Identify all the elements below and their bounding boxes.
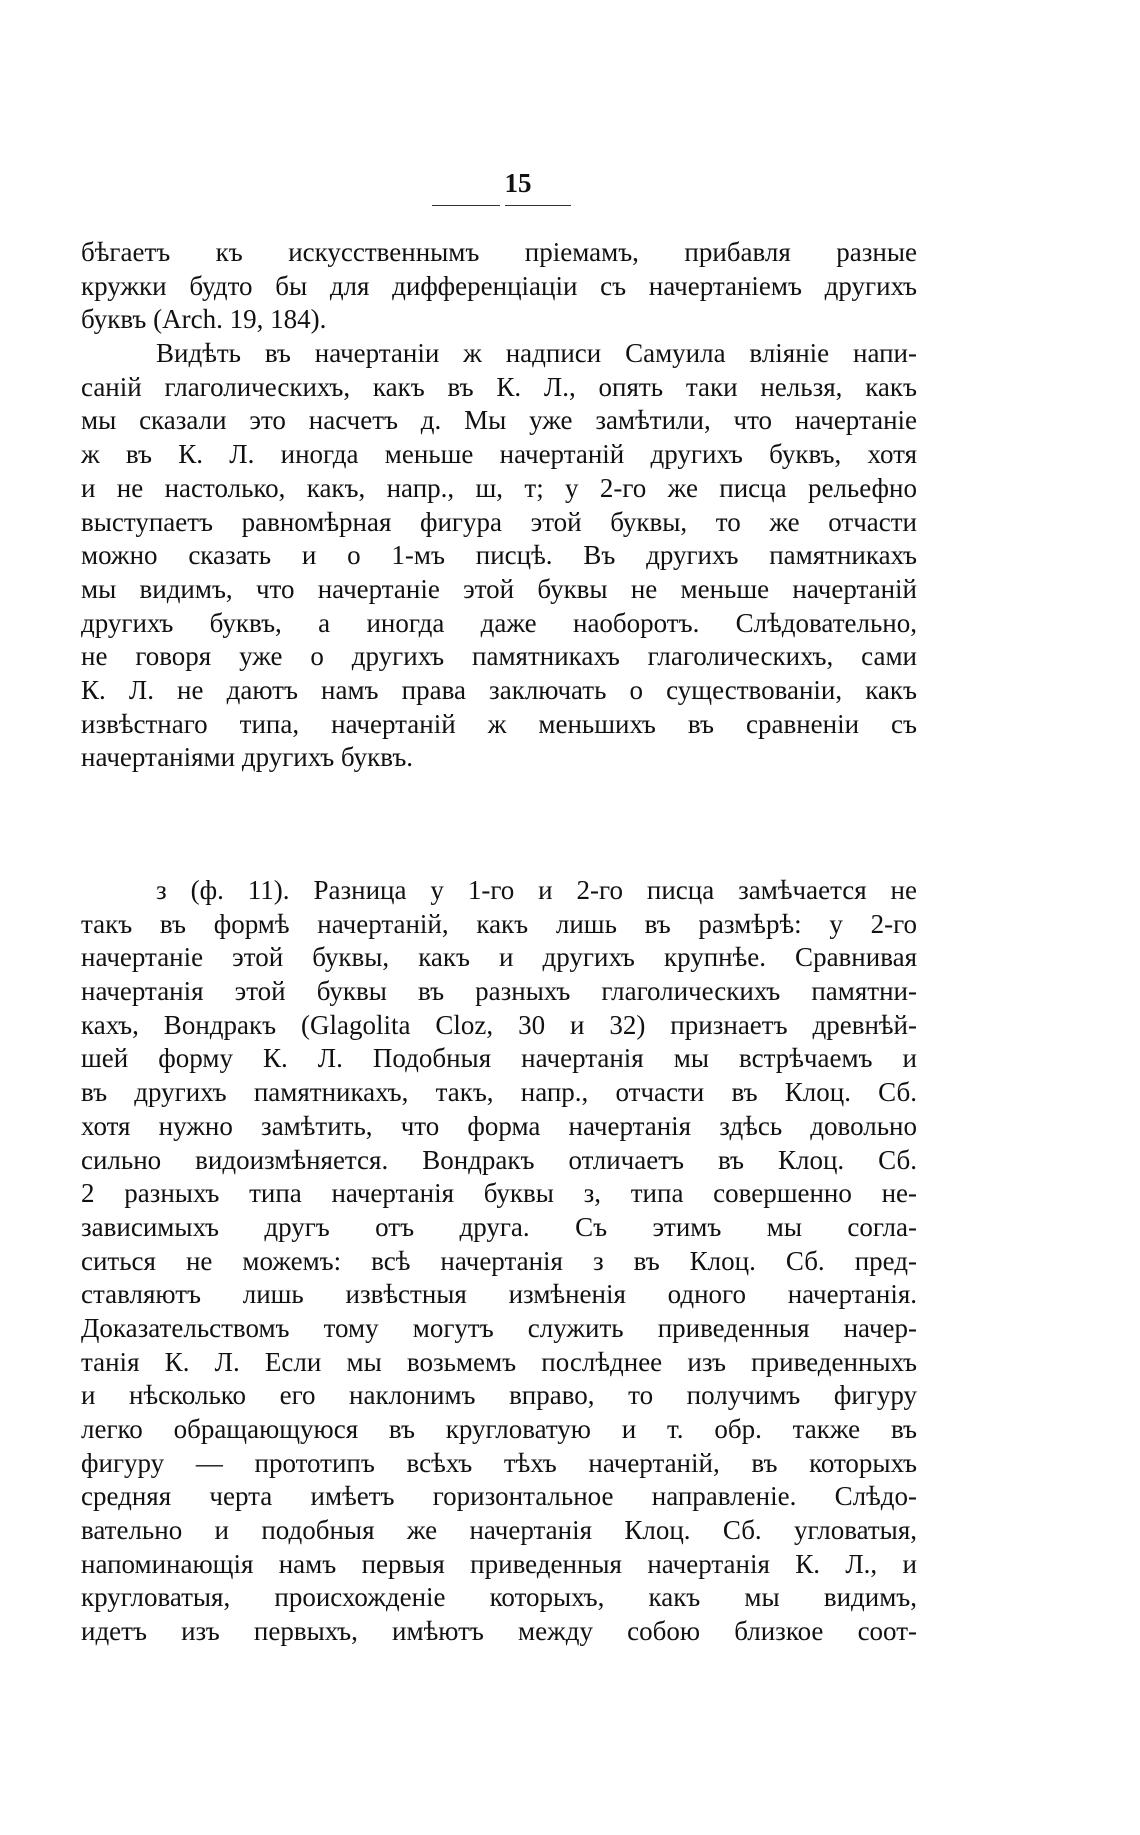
text-line: зависимыхъ другъ отъ друга. Съ этимъ мы согла- <box>81 1211 917 1242</box>
text-line: начертаніями другихъ буквъ. <box>81 742 414 773</box>
text-line: идетъ изъ первыхъ, имѣютъ между собою близкое соот- <box>81 1616 917 1647</box>
text-line: ситься не можемъ: всѣ начертанія з въ Клоц. Сб. пред- <box>81 1245 917 1276</box>
text-line: вательно и подобныя же начертанія Клоц. Сб. угловатыя, <box>81 1515 917 1546</box>
header-rule-left <box>432 205 500 206</box>
paragraph <box>81 337 917 775</box>
text-line: ж въ К. Л. иногда меньше начертаній другихъ буквъ, хотя <box>81 439 917 470</box>
text-line: сильно видоизмѣняется. Вондракъ отличаетъ въ Клоц. Сб. <box>81 1144 917 1175</box>
text-line: извѣстнаго типа, начертаній ж меньшихъ въ сравненіи съ <box>81 708 917 739</box>
text-line: начертанія этой буквы въ разныхъ глаголическихъ памятни- <box>81 976 917 1007</box>
text-line: средняя черта имѣетъ горизонтальное направленіе. Слѣдо- <box>81 1481 917 1512</box>
text-line: и нѣсколько его наклонимъ вправо, то получимъ фигуру <box>81 1380 917 1411</box>
text-line: 2 разныхъ типа начертанія буквы з, типа совершенно не- <box>81 1178 917 1209</box>
text-line: саній глаголическихъ, какъ въ К. Л., опять таки нельзя, какъ <box>81 371 917 402</box>
text-line: буквъ (Arch. 19, 184). <box>81 304 327 335</box>
paragraph <box>81 874 917 1649</box>
text-line: бѣгаетъ къ искусственнымъ пріемамъ, прибавля разные <box>81 237 917 267</box>
body-text <box>81 236 917 1649</box>
text-line: такъ въ формѣ начертаній, какъ лишь въ размѣрѣ: у 2-го <box>81 908 917 939</box>
text-line: ставляютъ лишь извѣстныя измѣненія одного начертанія. <box>81 1279 917 1310</box>
text-line: К. Л. не даютъ намъ права заключать о существованіи, какъ <box>81 674 917 705</box>
text-line: выступаетъ равномѣрная фигура этой буквы, то же отчасти <box>81 506 917 537</box>
text-line: въ другихъ памятникахъ, такъ, напр., отчасти въ Клоц. Сб. <box>81 1077 917 1108</box>
text-line: Доказательствомъ тому могутъ служить приведенныя начер- <box>81 1312 917 1343</box>
text-line: легко обращающуюся въ кругловатую и т. обр. также въ <box>81 1414 917 1444</box>
text-line: кахъ, Вондракъ (Glagolita Cloz, 30 и 32) признаетъ древнѣй- <box>81 1009 917 1040</box>
text-line: начертаніе этой буквы, какъ и другихъ крупнѣе. Сравнивая <box>81 942 917 973</box>
section-gap <box>81 775 917 874</box>
text-line: кружки будто бы для дифференціаціи съ начертаніемъ другихъ <box>81 270 917 301</box>
text-line: з (ф. 11). Разница у 1-го и 2-го писца замѣчается не <box>156 875 917 905</box>
page-number: 15 <box>504 168 532 198</box>
text-line: не говоря уже о другихъ памятникахъ глаголическихъ, сами <box>81 641 917 672</box>
text-line: другихъ буквъ, а иногда даже наоборотъ. Слѣдовательно, <box>81 607 917 638</box>
text-line: мы видимъ, что начертаніе этой буквы не меньше начертаній <box>81 573 917 604</box>
text-line: фигуру — прототипъ всѣхъ тѣхъ начертаній, въ которыхъ <box>81 1447 917 1478</box>
text-line: танія К. Л. Если мы возьмемъ послѣднее изъ приведенныхъ <box>81 1346 917 1377</box>
text-line: Видѣть въ начертаніи ж надписи Самуила вліяніе напи- <box>156 338 917 369</box>
text-line: хотя нужно замѣтить, что форма начертанія здѣсь довольно <box>81 1110 917 1141</box>
text-line: мы сказали это насчетъ д. Мы уже замѣтили, что начертаніе <box>81 405 917 436</box>
text-line: и не настолько, какъ, напр., ш, т; у 2-го же писца рельефно <box>81 472 917 503</box>
text-line: можно сказать и о 1-мъ писцѣ. Въ другихъ памятникахъ <box>81 540 917 571</box>
text-line: шей форму К. Л. Подобныя начертанія мы встрѣчаемъ и <box>81 1043 917 1074</box>
text-line: кругловатыя, происхожденіе которыхъ, какъ мы видимъ, <box>81 1582 917 1613</box>
text-line: напоминающія намъ первыя приведенныя начертанія К. Л., и <box>81 1548 917 1579</box>
header-rule-right <box>505 205 571 206</box>
paragraph <box>81 236 917 337</box>
